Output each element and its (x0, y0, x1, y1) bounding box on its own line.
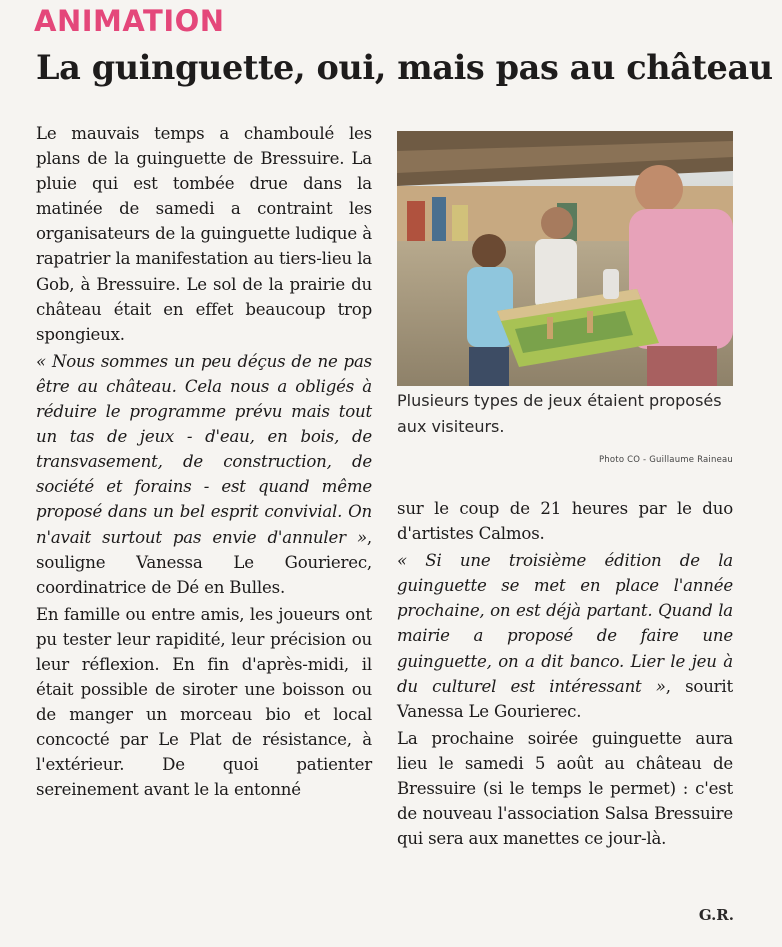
paragraph-next-event: La prochaine soirée guinguette aura lieu le samedi 5 août au château de Bressuire (si le temps le permet) : c'est de nouveau l'association Salsa Bressuire qui sera aux manettes ce jour-là. (397, 728, 733, 849)
article-headline: La guinguette, oui, mais pas au château (36, 48, 773, 87)
author-signature: G.R. (698, 906, 734, 924)
article-rubric: ANIMATION (34, 4, 225, 38)
article-photo (397, 131, 733, 386)
paragraph-quote-future (397, 548, 733, 724)
paragraph-intro: Le mauvais temps a chamboulé les plans de la guinguette de Bressuire. La pluie qui est tombée drue dans la matinée de samedi a contraint les organisateurs de la guinguette ludique à rapatrier la manifestation au tiers-lieu la Gob, à Bressuire. Le sol de la prairie du château était en effet beaucoup trop spongieux. (36, 124, 372, 344)
article-body-left-column (36, 121, 372, 803)
quote-attribution: , sourit Vanessa Le Gourierec. (397, 676, 733, 721)
paragraph-activities: En famille ou entre amis, les joueurs ont pu tester leur rapidité, leur précision ou leur réflexion. En fin d'après-midi, il était possible de siroter une boisson ou de manger un morceau bio et local concocté par Le Plat de résistance, à l'extérieur. De quoi patienter sereinement avant le la entonné (36, 604, 372, 800)
article-body-right-column (397, 496, 733, 851)
quote-text: « Nous sommes un peu déçus de ne pas être au château. Cela nous a obligés à réduire le programme prévu mais tout un tas de jeux - d'eau, en bois, de transvasement, de construction, de société et forains - est quand même proposé dans un bel esprit convivial. On n'avait surtout pas envie d'annuler » (36, 351, 372, 547)
paragraph-quote-organizer (36, 349, 372, 600)
quote-text: « Si une troisième édition de la guinguette se met en place l'année prochaine, on est déjà partant. Quand la mairie a proposé de faire une guinguette, on a dit banco. Lier le jeu à du culturel est intéressant » (397, 551, 733, 696)
photo-caption: Plusieurs types de jeux étaient proposés aux visiteurs. (397, 391, 722, 436)
photo-credit: Photo CO - Guillaume Raineau (598, 455, 733, 465)
paragraph-continuation: sur le coup de 21 heures par le duo d'artistes Calmos. (397, 499, 733, 544)
quote-attribution: , souligne Vanessa Le Gourierec, coordinatrice de Dé en Bulles. (36, 527, 372, 597)
